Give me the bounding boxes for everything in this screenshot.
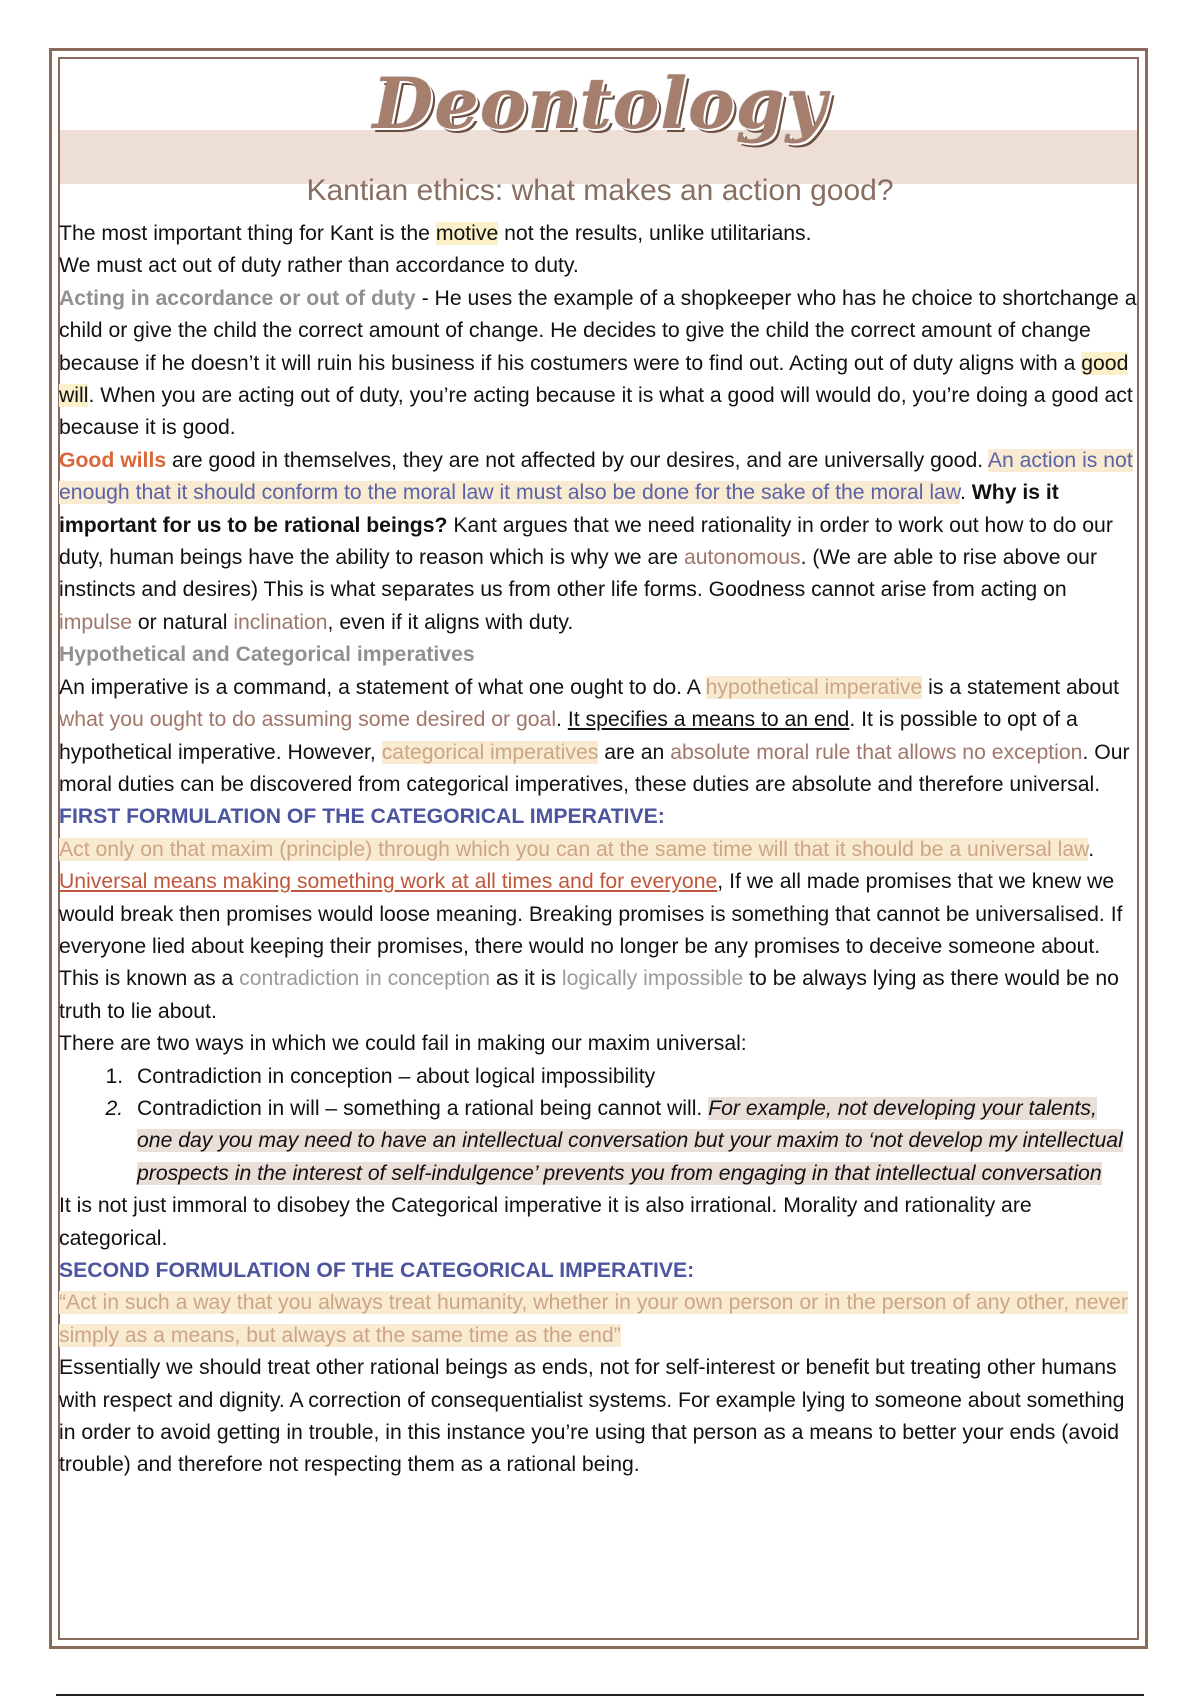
text-run: Contradiction in will – something a rational being cannot will.: [137, 1096, 709, 1120]
text-run: are an: [598, 740, 671, 764]
section-heading-first-formulation: FIRST FORMULATION OF THE CATEGORICAL IMPERATIVE:: [59, 805, 665, 829]
highlight-moral-law: An action is not enough that it should conform to the moral law it must also be done for the sake of the moral law: [59, 448, 1133, 505]
term-logically-impossible: logically impossible: [561, 967, 744, 991]
paragraph-ends: Essentially we should treat other rational beings as ends, not for self-interest or benefit but treating other humans with respect and dignity. A correction of consequentialist systems. For example lying to someone about something in order to avoid getting in trouble, in this instance you’re using that person as a means to better your ends (avoid trouble) and therefore not respecting them as a rational being.: [59, 1356, 1125, 1477]
text-run: - He uses the example of a shopkeeper who has he choice to shortchange a child or give the child the correct amount of change. He decides to give the child the correct amount of change because if he doesn’t it will ruin his business if his costumers were to find out. Acting out of duty aligns with a: [59, 286, 1137, 375]
page-title: Deontology: [372, 62, 828, 145]
quote-humanity-text: “Act in such a way that you always treat humanity, whether in your own person or in the person of any other, never simply as a means, but always at the same time as the end”: [59, 1291, 1128, 1347]
text-run: to be always lying as there would be no truth to lie about.: [59, 967, 1119, 1023]
quote-universal-law: Act only on that maxim (principle) through which you can at the same time will that it should be a universal law: [59, 837, 1089, 861]
text-run: is a statement about: [922, 675, 1119, 699]
paragraph-motive: [59, 218, 1137, 250]
section-heading-second-formulation: SECOND FORMULATION OF THE CATEGORICAL IMPERATIVE:: [59, 1259, 695, 1282]
quote-humanity: [59, 1287, 1137, 1352]
paragraph-two-ways: There are two ways in which we could fail in making our maxim universal:: [59, 1032, 747, 1056]
term-inclination: inclination: [233, 610, 328, 634]
paragraph-imperatives: [59, 672, 1137, 802]
text-run: .: [959, 481, 972, 505]
heading-accordance-duty: Acting in accordance or out of duty: [59, 286, 416, 310]
paragraph-first-formulation: [59, 834, 1137, 1028]
text-run: as it is: [490, 967, 562, 991]
page-subtitle: Kantian ethics: what makes an action good?: [306, 174, 894, 207]
term-categorical-imperatives: categorical imperatives: [381, 740, 599, 764]
text-run: . Our moral duties can be discovered from categorical imperatives, these duties are absolute and therefore universal.: [59, 740, 1130, 796]
paragraph-shopkeeper: [59, 283, 1137, 445]
term-impulse: impulse: [59, 610, 133, 634]
text-run: The most important thing for Kant is the: [59, 222, 436, 245]
highlight-motive: motive: [435, 222, 499, 245]
text-run: . It is possible to opt of a hypothetical imperative. However,: [59, 708, 1078, 764]
text-run: not the results, unlike utilitarians.: [498, 222, 812, 245]
list-item: [129, 1093, 1137, 1190]
text-run: are good in themselves, they are not affected by our desires, and are universally good.: [166, 448, 988, 472]
document-body: [59, 218, 1137, 1482]
phrase-absolute-rule: absolute moral rule that allows no exception: [670, 740, 1083, 764]
paragraph-duty: We must act out of duty rather than accordance to duty.: [59, 254, 579, 278]
paragraph-irrational: It is not just immoral to disobey the Categorical imperative it is also irrational. Morality and rationality are categorical.: [59, 1194, 1032, 1250]
text-run: . (We are able to rise above our instincts and desires) This is what separates us from other life forms. Goodness cannot arise from acting on: [59, 546, 1097, 602]
term-contradiction-conception: contradiction in conception: [239, 967, 491, 991]
term-good-wills: Good wills: [59, 448, 167, 472]
phrase-universal-means: Universal means making something work at all times and for everyone: [59, 870, 718, 894]
list-item: 1. Contradiction in conception – about logical impossibility: [129, 1061, 1137, 1093]
text-run: . When you are acting out of duty, you’re acting because it is what a good will would do, you’re doing a good act because it is good.: [59, 384, 1133, 440]
text-run: An imperative is a command, a statement of what one ought to do. A: [59, 675, 706, 699]
term-autonomous: autonomous: [683, 546, 801, 570]
term-hypothetical-imperative: hypothetical imperative: [705, 675, 923, 699]
text-run: Kant argues that we need rationality in order to work out how to do our duty, human beings have the ability to reason which is why we are: [59, 513, 1113, 570]
text-run: .: [556, 708, 568, 732]
text-run: .: [1088, 837, 1095, 861]
footer-rule: [56, 1694, 1144, 1696]
text-run: , even if it aligns with duty.: [327, 610, 574, 634]
text-run: , If we all made promises that we knew we would break then promises would loose meaning. Breaking promises is something that cannot be universalised. If everyone lied about keeping their promises, there would no longer be any promises to deceive someone about. This is known as a: [59, 870, 1123, 991]
example-talents: For example, not developing your talents, one day you may need to have an intellectual conversation but your maxim to ‘not develop my intellectual prospects in the interest of self-indulgence’ prevents you from engaging in that intellectual conversation: [137, 1096, 1123, 1185]
contradiction-list: [59, 1061, 1137, 1191]
paragraph-good-wills: [59, 445, 1137, 639]
phrase-means-to-end: It specifies a means to an end: [567, 708, 850, 732]
question-rational: Why is it important for us to be rational beings?: [59, 481, 1059, 537]
text-run: or natural: [132, 610, 234, 634]
section-heading-imperatives: Hypothetical and Categorical imperatives: [59, 643, 475, 667]
phrase-desired-goal: what you ought to do assuming some desired or goal: [59, 708, 557, 732]
highlight-good-will: good will: [59, 351, 1129, 408]
